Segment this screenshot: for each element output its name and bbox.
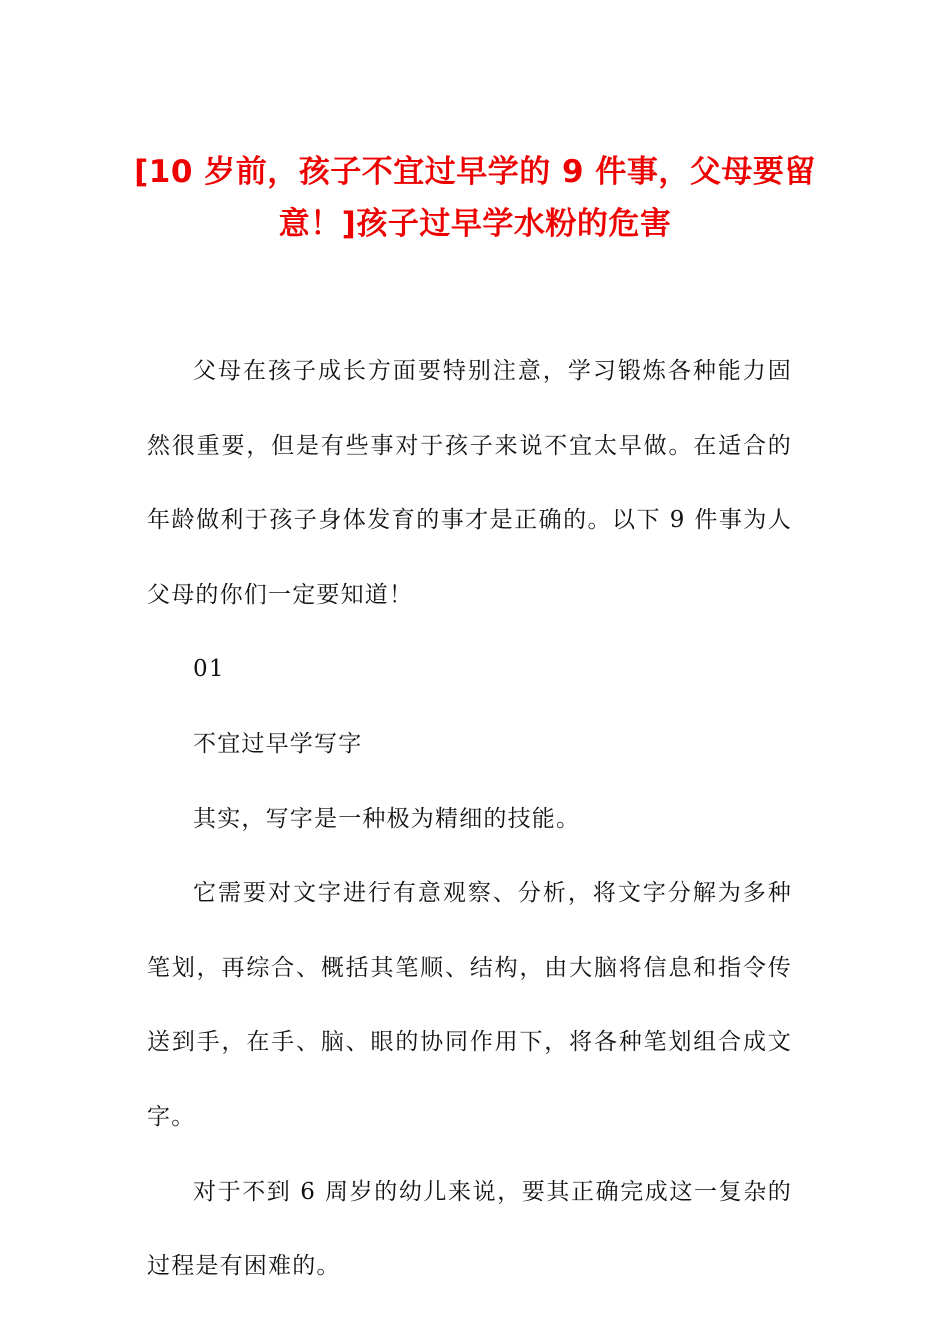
- intro-paragraph: 父母在孩子成长方面要特别注意，学习锻炼各种能力固然很重要，但是有些事对于孩子来说不宜太早做。在适合的年龄做利于孩子身体发育的事才是正确的。以下 9 件事为人父母的你们一定要知道！: [147, 358, 792, 608]
- document-title: [10 岁前，孩子不宜过早学的 9 件事，父母要留意！]孩子过早学水粉的危害: [134, 154, 816, 242]
- body-paragraph: 其实，写字是一种极为精细的技能。: [193, 805, 581, 832]
- document-body: [147, 334, 792, 1304]
- section-heading: 不宜过早学写字: [193, 730, 363, 757]
- body-paragraph: 对于不到 6 周岁的幼儿来说，要其正确完成这一复杂的过程是有困难的。: [147, 1178, 792, 1280]
- body-paragraph: 它需要对文字进行有意观察、分析，将文字分解为多种笔划，再综合、概括其笔顺、结构，由大脑将信息和指令传送到手，在手、脑、眼的协同作用下，将各种笔划组合成文字。: [147, 880, 792, 1130]
- section-number: 01: [193, 656, 225, 683]
